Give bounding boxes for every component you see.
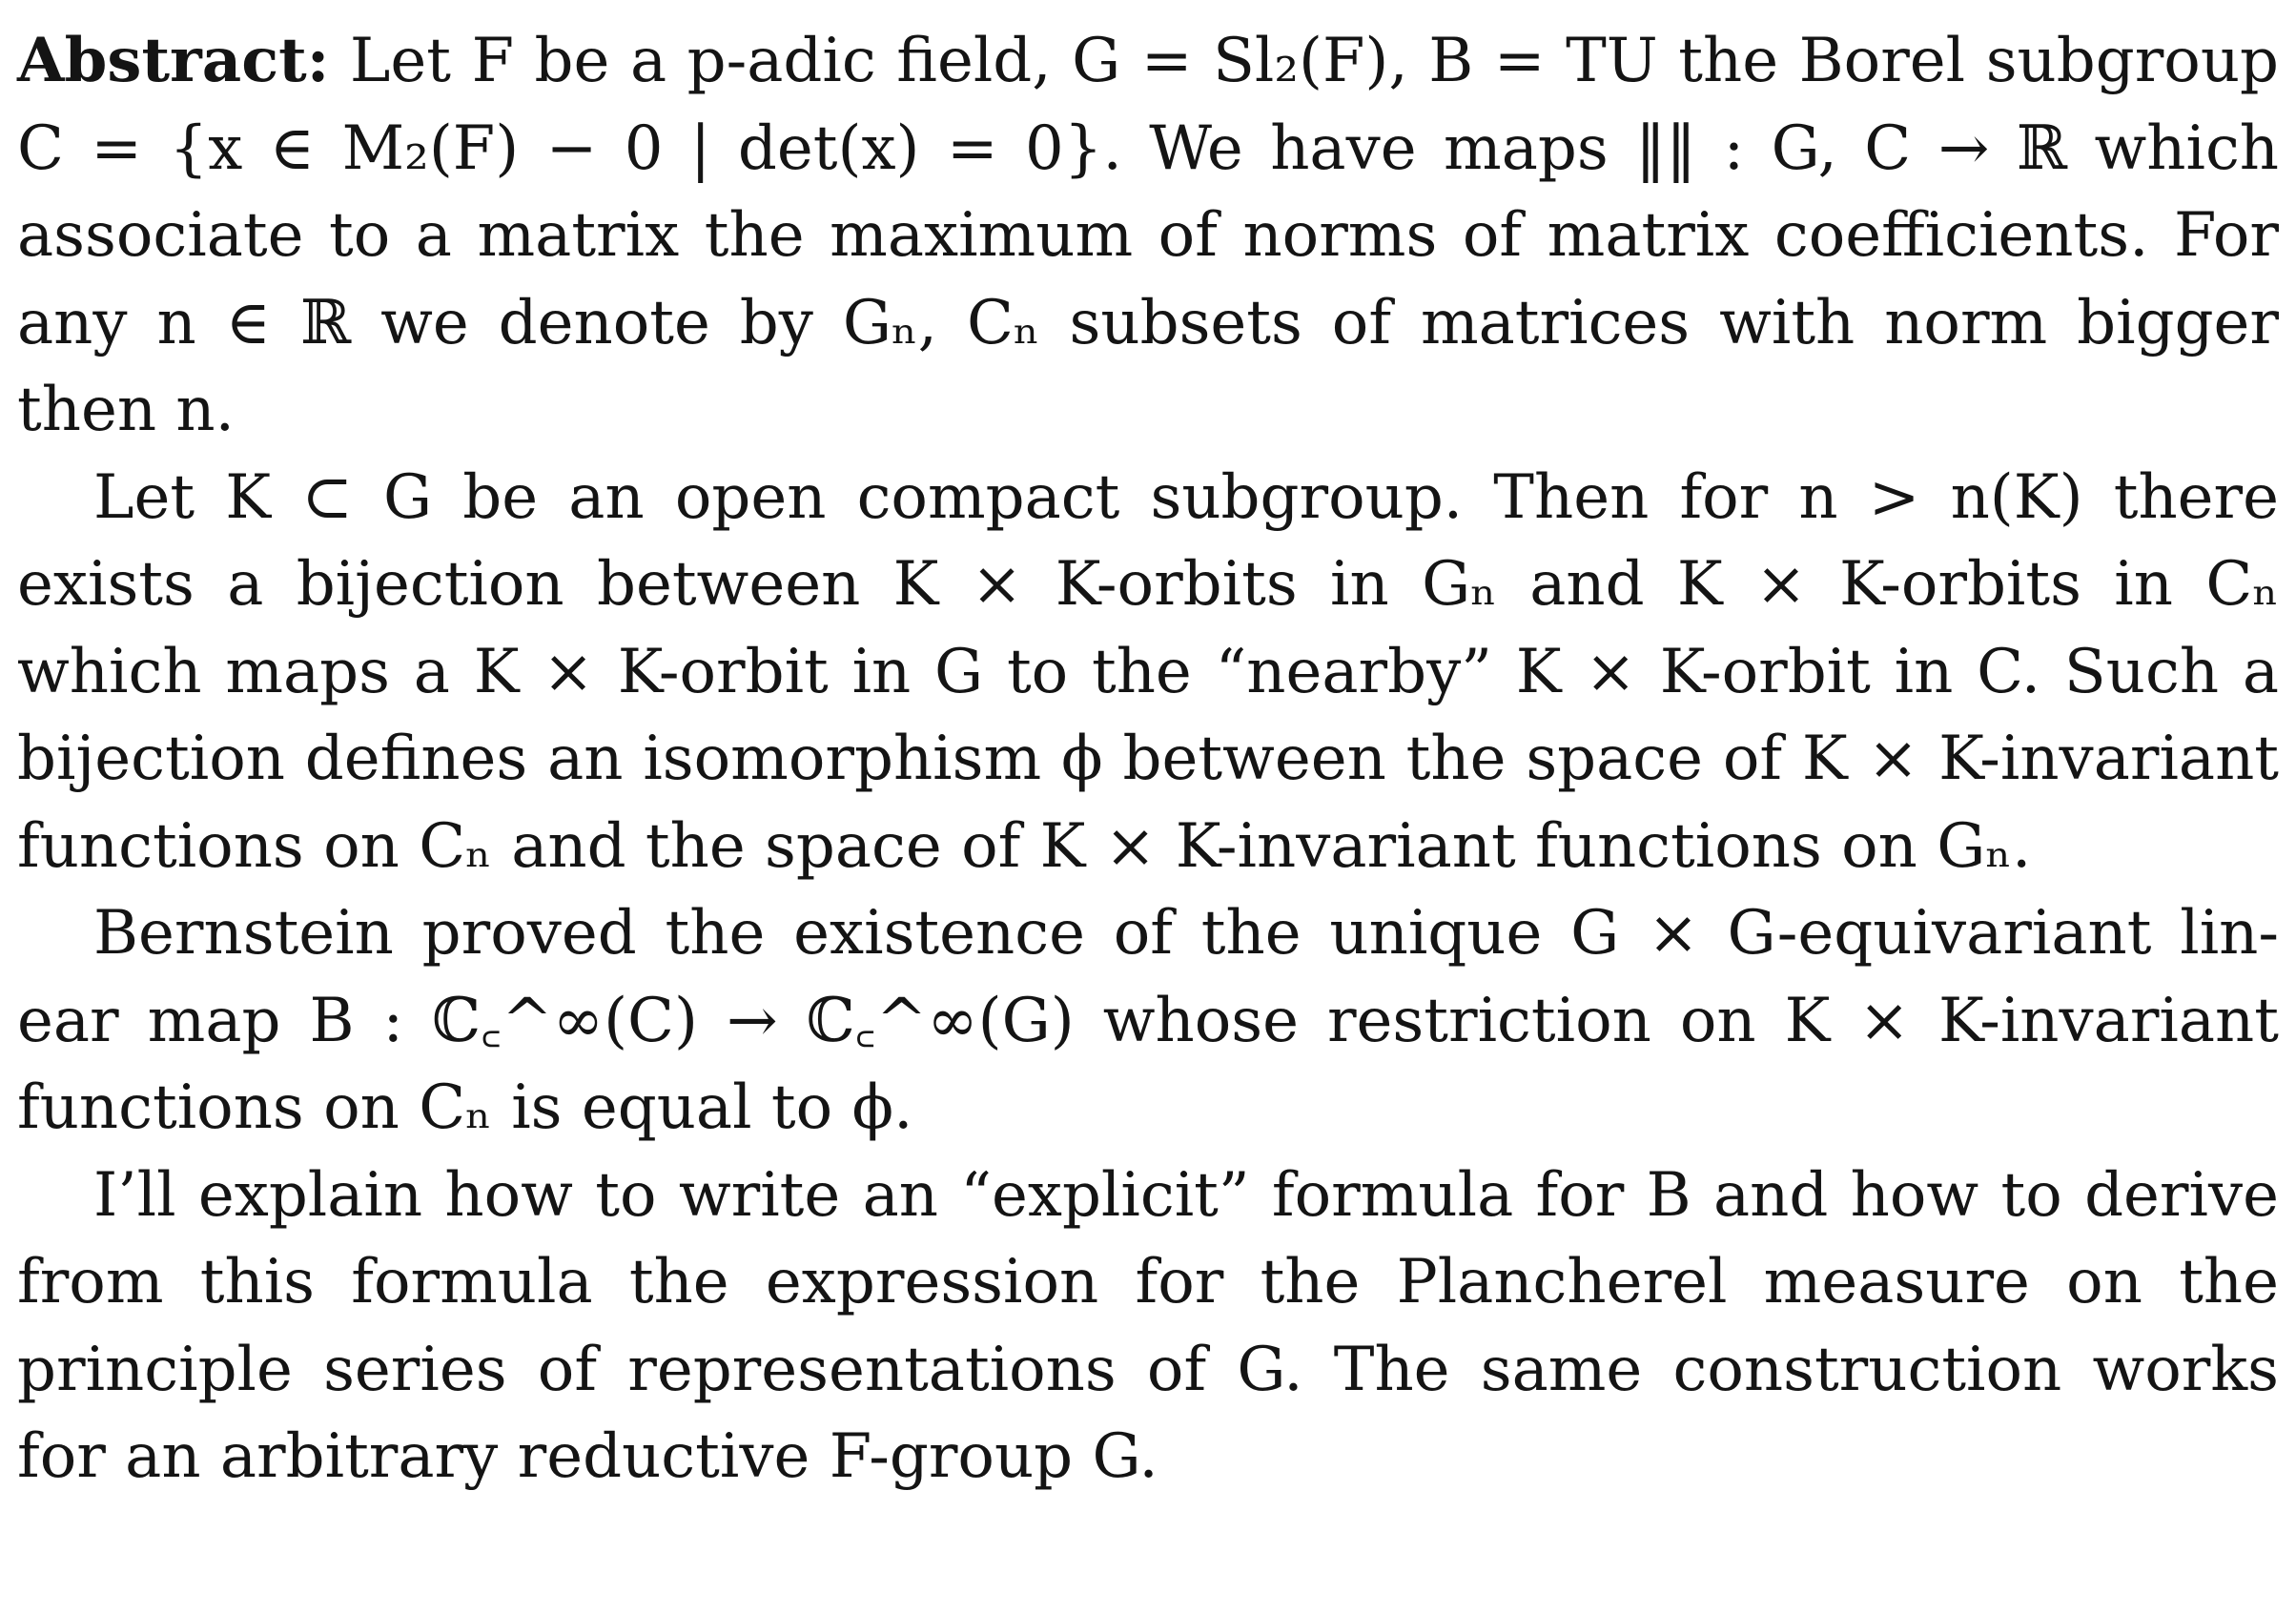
abstract-paragraph-4: I’ll explain how to write an “explicit” formula for B and how to derive from this formula the expression for the Plancherel measure on the principle series of representations of G. The same construction works for an arbitrary reductive F-group G. [17,1159,2279,1492]
abstract-document [17,17,2279,1501]
abstract-paragraph-2: Let K ⊂ G be an open compact subgroup. Then for n > n(K) there exists a bijection between K × K-orbits in Gₙ and K × K-orbits in Cₙ which maps a K × K-orbit in G to the “nearby” K × K-orbit in C. Such a bijection defines an isomorphism ϕ between the space of K × K-invariant functions on Cₙ and the space of K × K-invariant functions on Gₙ. [17,461,2279,882]
paragraph-1-text: Let F be a p-adic field, G = Sl₂(F), B = TU the Borel subgroup C = {x ∈ M₂(F) − 0 | det(x) = 0}. We have maps ‖‖ : G, C → ℝ which associate to a matrix the maximum of norms of matrix coefficients. For any n ∈ ℝ we denote by Gₙ, Cₙ subsets of matrices with norm bigger then n. [17,26,2280,445]
abstract-heading: Abstract: [17,25,330,96]
abstract-paragraph-3: Bernstein proved the existence of the unique G × G-equivariant lin- ear map B : ℂ꜀^∞(C) → ℂ꜀^∞(G) whose restriction on K × K-invariant functions on Cₙ is equal to ϕ. [17,898,2279,1143]
abstract-paragraph-1 [17,17,2279,455]
